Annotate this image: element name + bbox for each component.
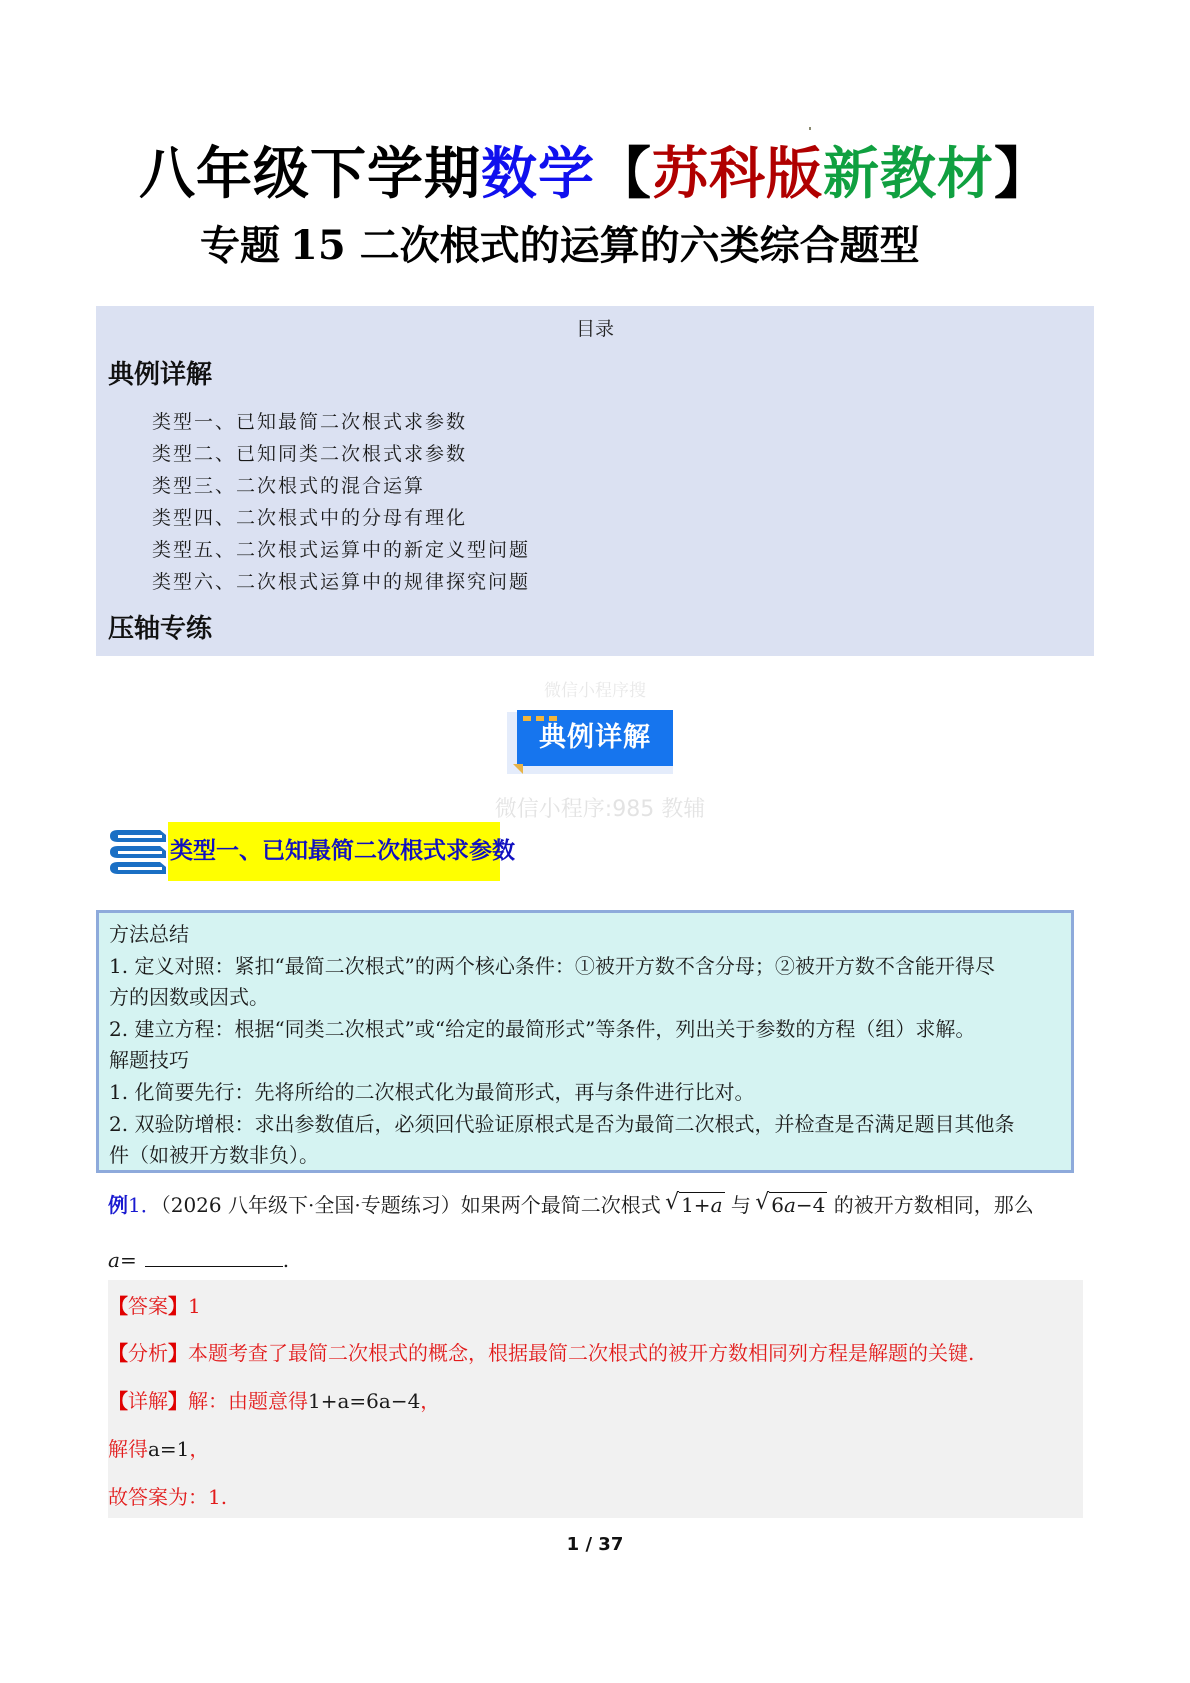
answer-value: 1 [188, 1294, 201, 1318]
answer-label: 答案 [128, 1294, 168, 1318]
example-question [108, 1190, 1088, 1220]
stray-mark [809, 127, 811, 130]
answer-blank [145, 1247, 283, 1267]
title-part-bracket-open: 【 [595, 142, 652, 207]
blank-eq: = [119, 1248, 137, 1272]
subtitle-text: 二次根式的运算的六类综合题型 [359, 223, 920, 269]
final-answer-line: 故答案为：1. [108, 1485, 228, 1509]
page-number: 1 / 37 [566, 1534, 624, 1555]
answer-line: 【答案】1 [108, 1294, 201, 1318]
document-subtitle [200, 218, 1000, 274]
title-part-edition: 新教材 [823, 142, 994, 207]
tips-line: 件（如被开方数非负）。 [109, 1143, 319, 1168]
example-number: 1． [128, 1193, 161, 1217]
solve-end: ， [189, 1437, 210, 1461]
radical-expression-1 [667, 1190, 724, 1220]
detail-text: 解：由题意得 [188, 1389, 308, 1413]
toc-item-type-1[interactable]: 类型一、已知最简二次根式求参数 [152, 411, 468, 433]
blank-var: a [108, 1248, 120, 1272]
radicand-part: 1+ [681, 1193, 711, 1217]
watermark-text: 微信小程序:985 教辅 [494, 797, 706, 822]
toc-list [152, 406, 530, 598]
detail-line: 【详解】解：由题意得1+a=6a−4， [108, 1389, 441, 1413]
badge-fold-icon [513, 764, 523, 774]
blank-end: . [282, 1248, 290, 1272]
badge-label: 典例详解 [517, 710, 673, 766]
toc-item-type-2[interactable]: 类型二、已知同类二次根式求参数 [152, 443, 468, 465]
watermark-text-top: 微信小程序搜 [544, 681, 646, 701]
method-heading: 方法总结 [109, 922, 189, 946]
solve-line [108, 1434, 209, 1464]
toc-section-challenge[interactable]: 压轴专练 [108, 614, 213, 644]
example-text-after: 的被开方数相同，那么 [833, 1193, 1034, 1217]
method-line: 2. 建立方程：根据“同类二次根式”或“给定的最简形式”等条件，列出关于参数的方程（组）求解。 [109, 1016, 976, 1041]
radicand-part: −4 [795, 1193, 826, 1217]
title-part-subject: 数学 [481, 142, 595, 207]
example-label: 例 [108, 1193, 128, 1217]
example-source: （2026 八年级下·全国·专题练习） [160, 1193, 461, 1217]
table-of-contents [96, 306, 1094, 656]
toc-item-type-6[interactable]: 类型六、二次根式运算中的规律探究问题 [152, 571, 531, 593]
detail-equation: 1+a=6a−4 [308, 1389, 421, 1413]
tips-line: 2. 双验防增根：求出参数值后，必须回代验证原根式是否为最简二次根式，并检查是否满足题目其他条 [109, 1111, 1015, 1136]
radicand-var: a [783, 1193, 796, 1217]
answer-blank-line [108, 1245, 289, 1275]
tips-line: 1. 化简要先行：先将所给的二次根式化为最简形式，再与条件进行比对。 [109, 1079, 755, 1104]
title-part-publisher: 苏科版 [652, 142, 823, 207]
subtitle-number: 15 [290, 222, 346, 269]
toc-caption: 目录 [575, 318, 614, 340]
type-heading: 类型一、已知最简二次根式求参数 [168, 822, 500, 881]
analysis-line: 【分析】本题考查了最简二次根式的概念，根据最简二次根式的被开方数相同列方程是解题的关键. [108, 1341, 975, 1365]
tips-heading: 解题技巧 [109, 1048, 189, 1073]
radical-expression-2 [757, 1190, 827, 1220]
toc-item-type-3[interactable]: 类型三、二次根式的混合运算 [152, 475, 426, 497]
title-part-grade: 八年级下学期 [139, 142, 481, 207]
document-title [0, 140, 1190, 210]
method-line: 方的因数或因式。 [109, 985, 269, 1010]
example-text-before: 如果两个最简二次根式 [460, 1193, 661, 1217]
solve-text: 解得 [108, 1437, 148, 1461]
title-part-bracket-close: 】 [994, 142, 1051, 207]
detail-end: ， [420, 1389, 441, 1413]
section-badge [495, 700, 685, 778]
toc-item-type-4[interactable]: 类型四、二次根式中的分母有理化 [152, 507, 468, 529]
toc-item-type-5[interactable]: 类型五、二次根式运算中的新定义型问题 [152, 539, 531, 561]
method-line: 1. 定义对照：紧扣“最简二次根式”的两个核心条件：①被开方数不含分母；②被开方数不含能开得尽 [109, 953, 995, 978]
radicand-var: a [710, 1193, 723, 1217]
detail-label: 详解 [128, 1389, 168, 1413]
subtitle-prefix: 专题 [200, 223, 280, 269]
solve-equation: a=1 [148, 1437, 190, 1461]
badge-dots-icon [523, 706, 562, 725]
method-summary-box [96, 910, 1074, 1173]
analysis-label: 分析 [128, 1341, 168, 1365]
example-connector: 与 [730, 1193, 751, 1217]
analysis-text: 本题考查了最简二次根式的概念，根据最简二次根式的被开方数相同列方程是解题的关键. [188, 1341, 975, 1365]
books-icon [108, 826, 168, 882]
radicand-part: 6 [771, 1193, 784, 1217]
toc-section-examples[interactable]: 典例详解 [108, 360, 213, 390]
answer-box [108, 1280, 1083, 1518]
